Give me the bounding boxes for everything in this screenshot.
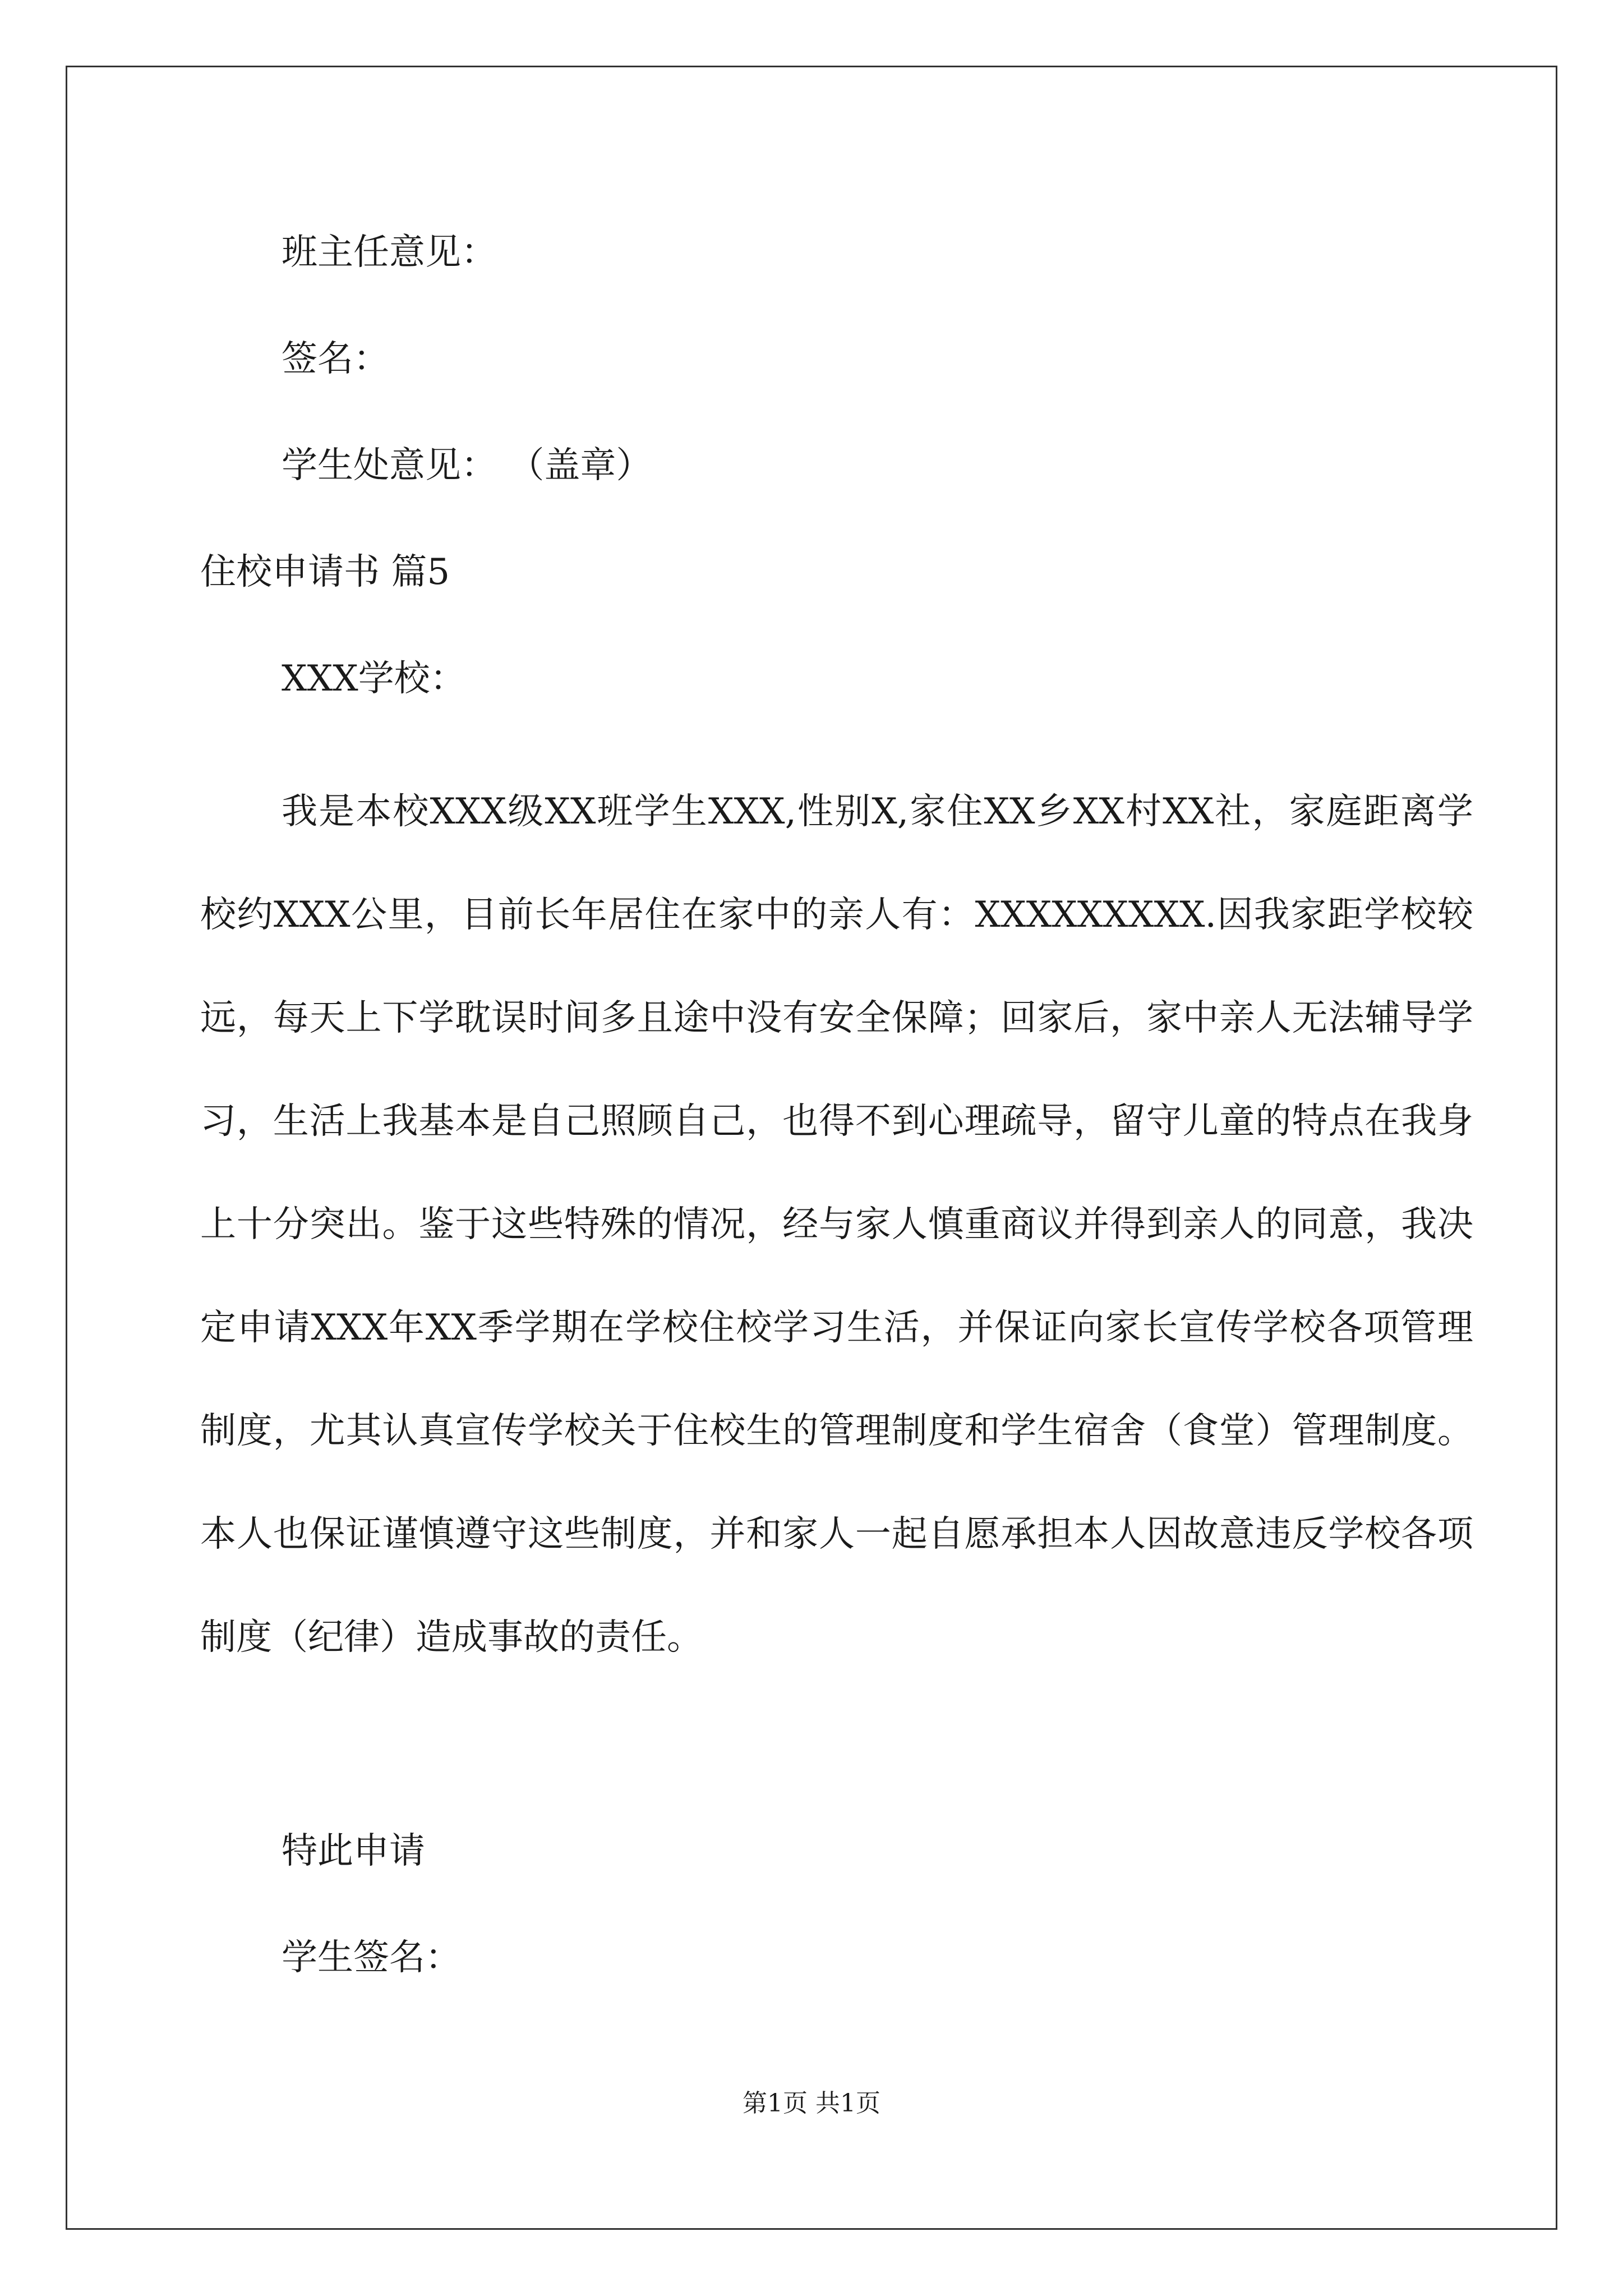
application-body: 我是本校XXX级XX班学生XXX,性别X,家住XX乡XX村XX社，家庭距离学校约XXX公里，目前长年居住在家中的亲人有：XXXXXXXXX.因我家距学校较远，每天上下学耽误时间多且途中没有安全保障；回家后，家中亲人无法辅导学习，生活上我基本是自己照顾自己，也得不到心理疏导，留守儿童的特点在我身上十分突出。鉴于这些特殊的情况，经与家人慎重商议并得到亲人的同意，我决定申请XXX年XX季学期在学校住校学习生活，并保证向家长宣传学校各项管理制度，尤其认真宣传学校关于住校生的管理制度和学生宿舍（食堂）管理制度。本人也保证谨慎遵守这些制度，并和家人一起自愿承担本人因故意违反学校各项制度（纪律）造成事故的责任。 [200,791,1473,1658]
closing-line: 特此申请 [282,1830,425,1872]
page-footer: 第1页 共1页 [743,2089,880,2118]
section-title: 住校申请书 篇5 [200,551,450,593]
student-office-opinion: 学生处意见： （盖章） [282,445,652,486]
head-teacher-opinion: 班主任意见： [282,232,497,273]
salutation: XXX学校： [282,658,466,700]
signature-label: 签名： [282,338,389,380]
student-signature-label: 学生签名： [282,1937,461,1978]
